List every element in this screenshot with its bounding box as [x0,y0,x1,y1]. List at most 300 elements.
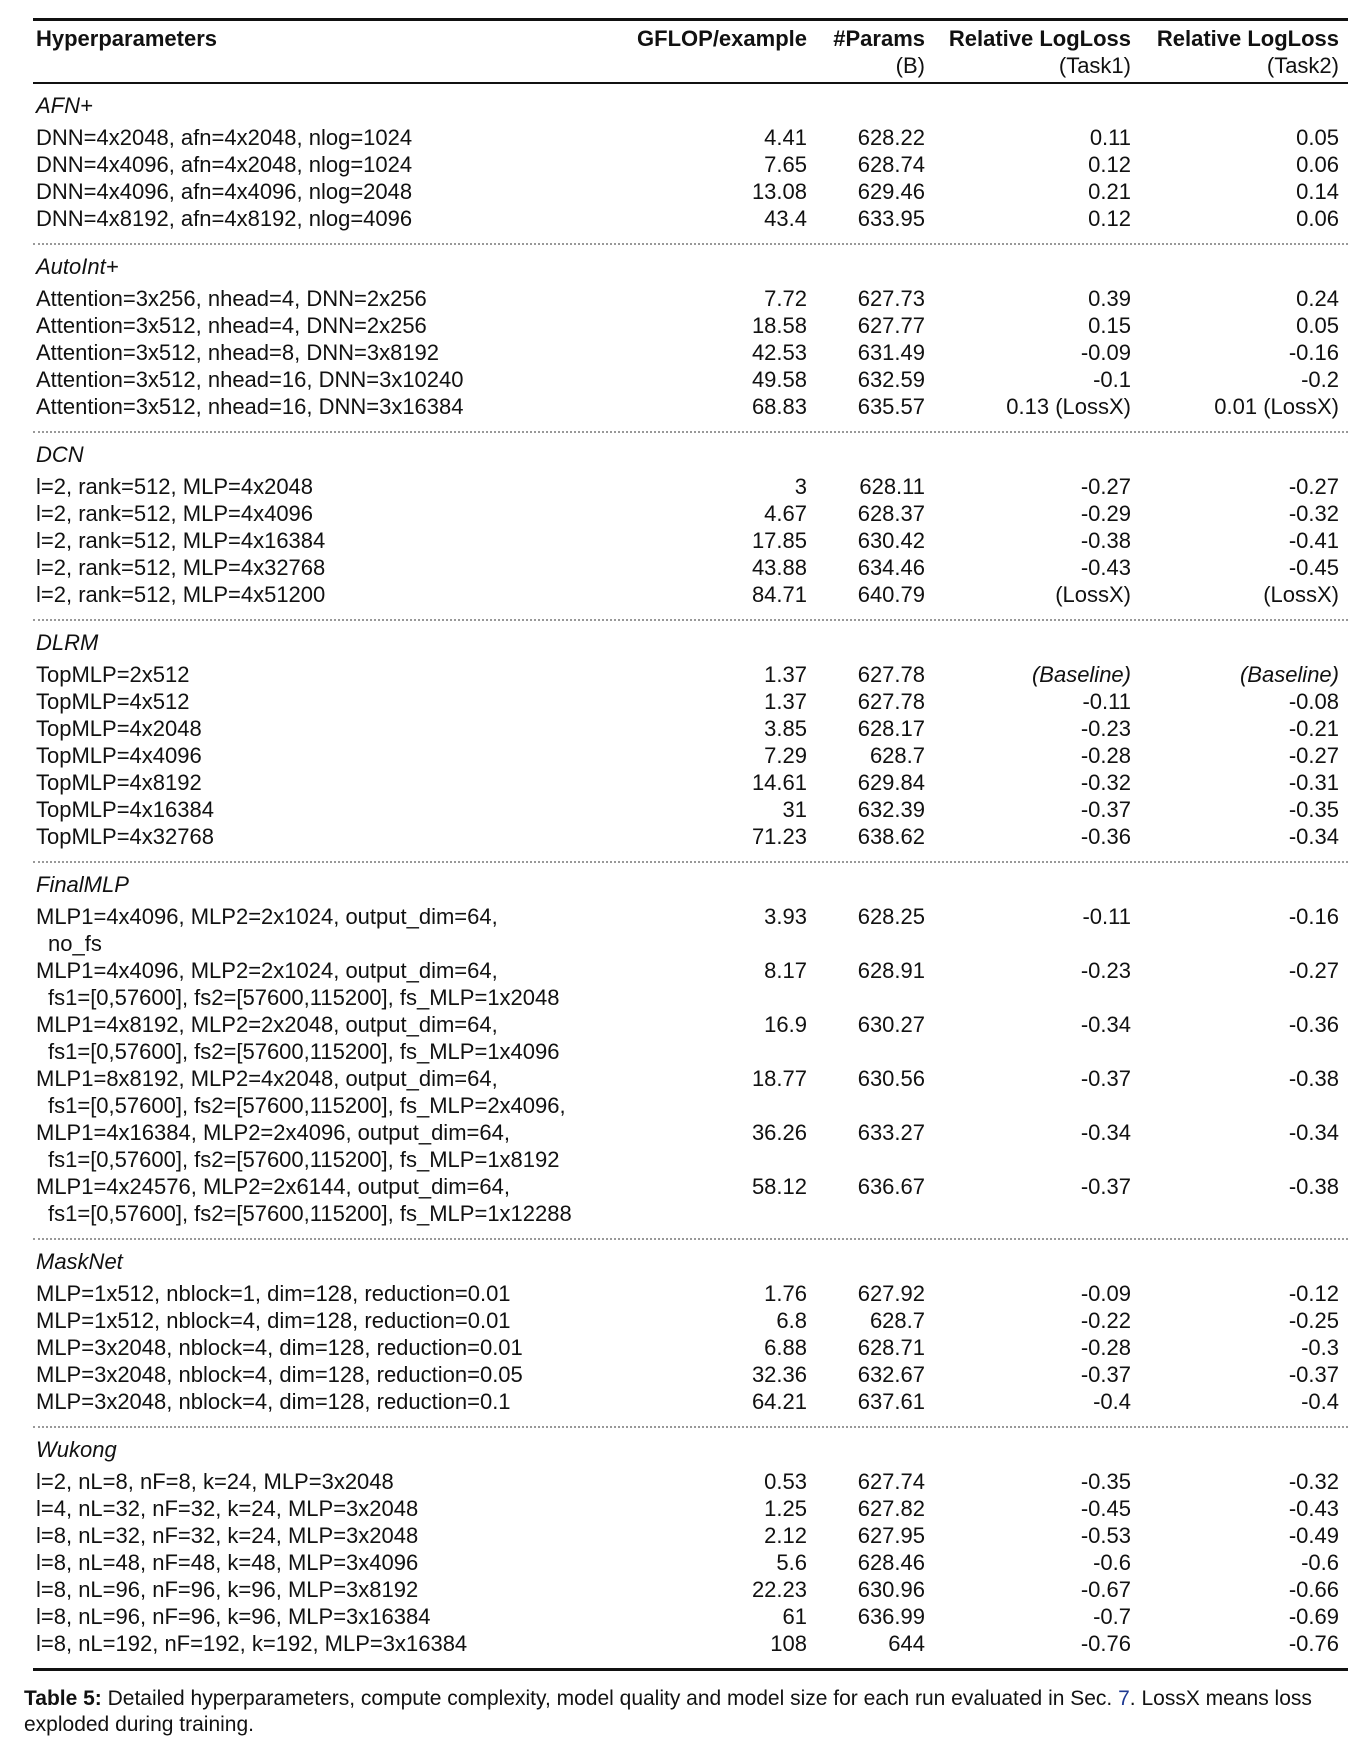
task2-logloss-cell: -0.25 [1288,1308,1339,1333]
table-row [33,1280,1348,1307]
hyperparameters-cell [33,1630,627,1657]
task1-logloss-cell: 0.21 [1088,179,1131,204]
table-row [33,1173,1348,1227]
task1-logloss-cell: -0.1 [1093,367,1131,392]
task2-logloss-cell: -0.32 [1288,1469,1339,1494]
hyperparameters-line: MLP=3x2048, nblock=4, dim=128, reduction=0.1 [36,1389,511,1414]
params-cell: 631.49 [857,340,925,365]
table-row [33,796,1348,823]
hyperparameters-cell [33,903,627,957]
task1-logloss-cell: -0.53 [1080,1523,1131,1548]
params-cell: 632.67 [857,1362,925,1387]
gflop-cell: 7.29 [764,743,807,768]
task2-logloss-cell: -0.76 [1288,1631,1339,1656]
table-row [33,823,1348,850]
task2-logloss-cell: -0.31 [1288,770,1339,795]
gflop-cell: 22.23 [751,1577,807,1602]
gflop-cell: 84.71 [751,582,807,607]
table-row [33,661,1348,688]
table-row [33,1065,1348,1119]
hyperparameters-line: TopMLP=4x2048 [36,716,202,741]
model-section [33,1428,1348,1671]
params-cell: 632.39 [857,797,925,822]
task2-logloss-cell: -0.4 [1301,1389,1339,1414]
task1-logloss-cell: -0.09 [1080,340,1131,365]
task2-logloss-cell: (Baseline) [1239,662,1339,687]
gflop-cell: 0.53 [764,1469,807,1494]
hyperparameters-line: fs1=[0,57600], fs2=[57600,115200], fs_MLP=1x2048 [48,985,560,1010]
table-row [33,205,1348,232]
gflop-cell: 49.58 [751,367,807,392]
params-cell: 628.7 [869,1308,925,1333]
task1-logloss-cell: -0.7 [1093,1604,1131,1629]
table-header [33,21,1348,84]
task1-logloss-cell: -0.28 [1080,743,1131,768]
hyperparameters-cell [33,1495,627,1522]
gflop-cell: 16.9 [764,1012,807,1037]
hyperparameters-cell [33,473,627,500]
hyperparameters-line: l=8, nL=192, nF=192, k=192, MLP=3x16384 [36,1631,468,1656]
task2-logloss-cell: -0.35 [1288,797,1339,822]
hyperparameters-line: DNN=4x2048, afn=4x2048, nlog=1024 [36,125,413,150]
task2-logloss-cell: -0.34 [1288,824,1339,849]
header-params-label: #Params [833,26,925,51]
gflop-cell: 61 [782,1604,807,1629]
hyperparameters-cell [33,1576,627,1603]
task2-logloss-cell: 0.01 (LossX) [1214,394,1339,419]
section-label: AutoInt+ [36,254,119,279]
gflop-cell: 43.88 [751,555,807,580]
gflop-cell: 3 [794,474,807,499]
task2-logloss-cell: -0.43 [1288,1496,1339,1521]
task1-logloss-cell: -0.37 [1080,1174,1131,1199]
params-cell: 636.99 [857,1604,925,1629]
hyperparameters-cell [33,1307,627,1334]
table-row [33,1334,1348,1361]
header-task1-sub: (Task1) [1058,53,1131,78]
task2-logloss-cell: -0.27 [1288,474,1339,499]
hyperparameters-line: fs1=[0,57600], fs2=[57600,115200], fs_MLP=1x8192 [48,1147,560,1172]
task2-logloss-cell: 0.06 [1296,206,1339,231]
table-row [33,1468,1348,1495]
hyperparameters-cell [33,1280,627,1307]
task2-logloss-cell: -0.41 [1288,528,1339,553]
table-row [33,957,1348,1011]
hyperparameters-cell [33,715,627,742]
hyperparameters-line: DNN=4x4096, afn=4x4096, nlog=2048 [36,179,413,204]
hyperparameters-cell [33,500,627,527]
task1-logloss-cell: -0.37 [1080,1362,1131,1387]
params-cell: 633.95 [857,206,925,231]
table-row [33,1307,1348,1334]
task2-logloss-cell: -0.16 [1288,340,1339,365]
gflop-cell: 4.41 [764,125,807,150]
section-label: MaskNet [36,1249,123,1274]
gflop-cell: 3.85 [764,716,807,741]
hyperparameters-line: MLP1=4x8192, MLP2=2x2048, output_dim=64, [36,1012,498,1037]
params-cell: 634.46 [857,555,925,580]
section-label: FinalMLP [36,872,129,897]
header-task2-sub: (Task2) [1266,53,1339,78]
hyperparameters-cell [33,1468,627,1495]
header-task2-label: Relative LogLoss [1156,26,1339,51]
table-body [33,84,1348,1671]
table-row [33,1576,1348,1603]
task1-logloss-cell: -0.11 [1082,904,1131,929]
hyperparameters-line: l=8, nL=96, nF=96, k=96, MLP=3x16384 [36,1604,431,1629]
task2-logloss-cell: 0.14 [1296,179,1339,204]
gflop-cell: 36.26 [751,1120,807,1145]
table-row [33,903,1348,957]
task1-logloss-cell: -0.27 [1080,474,1131,499]
task2-logloss-cell: -0.49 [1288,1523,1339,1548]
table-row [33,285,1348,312]
table-row [33,1549,1348,1576]
table-row [33,554,1348,581]
params-cell: 627.77 [857,313,925,338]
hyperparameters-line: fs1=[0,57600], fs2=[57600,115200], fs_MLP=2x4096, [48,1093,566,1118]
hyperparameters-cell [33,151,627,178]
params-cell: 630.96 [857,1577,925,1602]
task1-logloss-cell: -0.45 [1080,1496,1131,1521]
hyperparameters-line: l=8, nL=32, nF=32, k=24, MLP=3x2048 [36,1523,419,1548]
task2-logloss-cell: -0.3 [1301,1335,1339,1360]
table-row [33,151,1348,178]
task2-logloss-cell: -0.38 [1288,1174,1339,1199]
params-cell: 632.59 [857,367,925,392]
hyperparameters-line: TopMLP=4x4096 [36,743,202,768]
gflop-cell: 1.25 [764,1496,807,1521]
params-cell: 627.78 [857,689,925,714]
hyperparameters-line: l=8, nL=48, nF=48, k=48, MLP=3x4096 [36,1550,419,1575]
hyperparameters-line: Attention=3x512, nhead=16, DNN=3x10240 [36,367,464,392]
hyperparameters-line: MLP=3x2048, nblock=4, dim=128, reduction=0.01 [36,1335,523,1360]
table-row [33,581,1348,608]
task1-logloss-cell: -0.67 [1080,1577,1131,1602]
gflop-cell: 18.58 [751,313,807,338]
model-section [33,84,1348,245]
hyperparameters-line: MLP1=8x8192, MLP2=4x2048, output_dim=64, [36,1066,498,1091]
hyperparameters-cell [33,312,627,339]
task1-logloss-cell: -0.36 [1080,824,1131,849]
hyperparameters-line: TopMLP=4x8192 [36,770,202,795]
hyperparameters-line: MLP=3x2048, nblock=4, dim=128, reduction=0.05 [36,1362,523,1387]
task2-logloss-cell: 0.24 [1296,286,1339,311]
params-cell: 628.37 [857,501,925,526]
model-section [33,433,1348,621]
task1-logloss-cell: -0.32 [1080,770,1131,795]
task2-logloss-cell: -0.69 [1288,1604,1339,1629]
caption-label: Table 5: [24,1687,102,1710]
caption-text-end: . LossX means loss exploded during training. [24,1687,1312,1736]
section-label: DCN [36,442,84,467]
task1-logloss-cell: -0.35 [1080,1469,1131,1494]
hyperparameters-line: l=2, rank=512, MLP=4x16384 [36,528,326,553]
header-task2 [1131,25,1348,79]
section-ref-link[interactable]: 7 [1118,1687,1130,1710]
params-cell: 627.74 [857,1469,925,1494]
table-row [33,1388,1348,1415]
gflop-cell: 13.08 [751,179,807,204]
task1-logloss-cell: -0.34 [1080,1120,1131,1145]
task1-logloss-cell: -0.11 [1082,689,1131,714]
hyperparameters-cell [33,1173,627,1227]
hyperparameters-cell [33,1334,627,1361]
task1-logloss-cell: -0.4 [1093,1389,1131,1414]
gflop-cell: 7.65 [764,152,807,177]
params-cell: 629.46 [857,179,925,204]
params-cell: 628.7 [869,743,925,768]
hyperparameters-line: l=8, nL=96, nF=96, k=96, MLP=3x8192 [36,1577,419,1602]
hyperparameters-cell [33,742,627,769]
params-cell: 637.61 [857,1389,925,1414]
task1-logloss-cell: -0.76 [1080,1631,1131,1656]
task2-logloss-cell: -0.27 [1288,743,1339,768]
hyperparameters-cell [33,178,627,205]
task2-logloss-cell: -0.16 [1288,904,1339,929]
task2-logloss-cell: 0.05 [1296,313,1339,338]
hyperparameters-line: Attention=3x512, nhead=16, DNN=3x16384 [36,394,464,419]
task1-logloss-cell: -0.28 [1080,1335,1131,1360]
task1-logloss-cell: -0.23 [1080,958,1131,983]
table-row [33,688,1348,715]
gflop-cell: 1.76 [764,1281,807,1306]
params-cell: 628.11 [859,474,925,499]
gflop-cell: 43.4 [764,206,807,231]
hyperparameters-cell [33,1361,627,1388]
gflop-cell: 17.85 [751,528,807,553]
hyperparameters-line: DNN=4x4096, afn=4x2048, nlog=1024 [36,152,413,177]
hyperparameters-cell [33,1388,627,1415]
gflop-cell: 6.8 [776,1308,807,1333]
gflop-cell: 42.53 [751,340,807,365]
hyperparameters-line: TopMLP=4x16384 [36,797,214,822]
hyperparameters-line: TopMLP=2x512 [36,662,190,687]
params-cell: 627.78 [857,662,925,687]
gflop-cell: 108 [770,1631,807,1656]
task1-logloss-cell: -0.37 [1080,797,1131,822]
params-cell: 628.22 [857,125,925,150]
hyperparameters-cell [33,1011,627,1065]
gflop-cell: 18.77 [751,1066,807,1091]
task1-logloss-cell: -0.43 [1080,555,1131,580]
hyperparameters-cell [33,1549,627,1576]
hyperparameters-line: l=2, rank=512, MLP=4x2048 [36,474,314,499]
hyperparameters-cell [33,769,627,796]
task2-logloss-cell: -0.12 [1288,1281,1339,1306]
hyperparameters-line: l=4, nL=32, nF=32, k=24, MLP=3x2048 [36,1496,419,1521]
model-section [33,245,1348,433]
params-cell: 627.95 [857,1523,925,1548]
params-cell: 630.42 [857,528,925,553]
hyperparameters-cell [33,688,627,715]
hyperparameters-cell [33,1119,627,1173]
task1-logloss-cell: -0.22 [1080,1308,1131,1333]
hyperparameters-cell [33,796,627,823]
header-task1-label: Relative LogLoss [948,26,1131,51]
task1-logloss-cell: (LossX) [1055,582,1131,607]
params-cell: 636.67 [857,1174,925,1199]
hyperparameters-cell [33,393,627,420]
task2-logloss-cell: -0.21 [1288,716,1339,741]
hyperparameters-line: l=2, rank=512, MLP=4x4096 [36,501,314,526]
gflop-cell: 14.61 [751,770,807,795]
gflop-cell: 58.12 [751,1174,807,1199]
table-row [33,527,1348,554]
task2-logloss-cell: -0.08 [1288,689,1339,714]
table-row [33,312,1348,339]
params-cell: 627.92 [857,1281,925,1306]
gflop-cell: 71.23 [751,824,807,849]
gflop-cell: 1.37 [764,662,807,687]
task1-logloss-cell: -0.37 [1080,1066,1131,1091]
gflop-cell: 7.72 [764,286,807,311]
params-cell: 628.25 [857,904,925,929]
hyperparameters-cell [33,957,627,1011]
hyperparameter-table [33,18,1348,1671]
gflop-cell: 64.21 [751,1389,807,1414]
hyperparameters-line: fs1=[0,57600], fs2=[57600,115200], fs_MLP=1x4096 [48,1039,560,1064]
params-cell: 630.27 [857,1012,925,1037]
params-cell: 640.79 [857,582,925,607]
params-cell: 627.73 [857,286,925,311]
task2-logloss-cell: -0.6 [1301,1550,1339,1575]
task2-logloss-cell: (LossX) [1263,582,1339,607]
hyperparameters-line: TopMLP=4x512 [36,689,190,714]
task1-logloss-cell: -0.29 [1080,501,1131,526]
hyperparameters-line: MLP=1x512, nblock=1, dim=128, reduction=0.01 [36,1281,511,1306]
task1-logloss-cell: -0.34 [1080,1012,1131,1037]
table-caption [24,1686,1349,1738]
task1-logloss-cell: 0.13 (LossX) [1006,394,1131,419]
hyperparameters-cell [33,124,627,151]
header-task1 [925,25,1131,79]
gflop-cell: 6.88 [764,1335,807,1360]
header-hyperparameters: Hyperparameters [36,26,217,51]
task2-logloss-cell: 0.06 [1296,152,1339,177]
table-row [33,178,1348,205]
section-label: DLRM [36,630,99,655]
section-label: Wukong [36,1437,117,1462]
table-row [33,124,1348,151]
table-row [33,1630,1348,1657]
table-row [33,742,1348,769]
hyperparameters-line: MLP1=4x24576, MLP2=2x6144, output_dim=64, [36,1174,510,1199]
gflop-cell: 5.6 [776,1550,807,1575]
hyperparameters-cell [33,285,627,312]
hyperparameters-line: Attention=3x256, nhead=4, DNN=2x256 [36,286,427,311]
header-params [807,25,925,79]
section-label: AFN+ [36,93,93,118]
header-params-unit: (B) [895,53,925,78]
table-row [33,393,1348,420]
model-section [33,621,1348,863]
params-cell: 644 [888,1631,925,1656]
task1-logloss-cell: -0.09 [1080,1281,1131,1306]
gflop-cell: 4.67 [764,501,807,526]
table-row [33,1522,1348,1549]
task1-logloss-cell: -0.38 [1080,528,1131,553]
hyperparameters-line: no_fs [48,931,102,956]
gflop-cell: 31 [782,797,807,822]
task2-logloss-cell: -0.37 [1288,1362,1339,1387]
hyperparameters-cell [33,661,627,688]
table-row [33,339,1348,366]
model-section [33,863,1348,1240]
hyperparameters-cell [33,581,627,608]
params-cell: 635.57 [857,394,925,419]
gflop-cell: 3.93 [764,904,807,929]
hyperparameters-line: MLP=1x512, nblock=4, dim=128, reduction=0.01 [36,1308,511,1333]
gflop-cell: 8.17 [764,958,807,983]
table-row [33,1361,1348,1388]
task1-logloss-cell: 0.12 [1088,152,1131,177]
task2-logloss-cell: -0.2 [1301,367,1339,392]
task2-logloss-cell: 0.05 [1296,125,1339,150]
task2-logloss-cell: -0.27 [1288,958,1339,983]
params-cell: 627.82 [857,1496,925,1521]
hyperparameters-line: fs1=[0,57600], fs2=[57600,115200], fs_MLP=1x12288 [48,1201,572,1226]
table-row [33,366,1348,393]
hyperparameters-cell [33,527,627,554]
task1-logloss-cell: 0.11 [1089,125,1131,150]
gflop-cell: 68.83 [751,394,807,419]
hyperparameters-cell [33,823,627,850]
gflop-cell: 2.12 [764,1523,807,1548]
params-cell: 628.91 [857,958,925,983]
task2-logloss-cell: -0.36 [1288,1012,1339,1037]
hyperparameters-line: Attention=3x512, nhead=8, DNN=3x8192 [36,340,440,365]
params-cell: 630.56 [857,1066,925,1091]
table-row [33,1119,1348,1173]
task1-logloss-cell: -0.6 [1093,1550,1131,1575]
task2-logloss-cell: -0.38 [1288,1066,1339,1091]
hyperparameters-cell [33,1065,627,1119]
params-cell: 628.71 [857,1335,925,1360]
task1-logloss-cell: -0.23 [1080,716,1131,741]
hyperparameters-cell [33,339,627,366]
task1-logloss-cell: (Baseline) [1031,662,1131,687]
task2-logloss-cell: -0.66 [1288,1577,1339,1602]
task2-logloss-cell: -0.45 [1288,555,1339,580]
hyperparameters-cell [33,1522,627,1549]
hyperparameters-line: MLP1=4x4096, MLP2=2x1024, output_dim=64, [36,958,498,983]
model-section [33,1240,1348,1428]
hyperparameters-line: MLP1=4x16384, MLP2=2x4096, output_dim=64, [36,1120,510,1145]
hyperparameters-line: l=2, nL=8, nF=8, k=24, MLP=3x2048 [36,1469,394,1494]
hyperparameters-cell [33,366,627,393]
table-row [33,715,1348,742]
params-cell: 629.84 [857,770,925,795]
gflop-cell: 1.37 [764,689,807,714]
hyperparameters-cell [33,205,627,232]
gflop-cell: 32.36 [751,1362,807,1387]
params-cell: 628.74 [857,152,925,177]
task2-logloss-cell: -0.32 [1288,501,1339,526]
table-row [33,500,1348,527]
hyperparameters-line: l=2, rank=512, MLP=4x32768 [36,555,326,580]
table-row [33,769,1348,796]
task1-logloss-cell: 0.12 [1088,206,1131,231]
params-cell: 638.62 [857,824,925,849]
task1-logloss-cell: 0.15 [1088,313,1131,338]
hyperparameters-cell [33,554,627,581]
caption-text: Detailed hyperparameters, compute complexity, model quality and model size for each run evaluated in Sec. [101,1687,1119,1710]
hyperparameters-line: DNN=4x8192, afn=4x8192, nlog=4096 [36,206,413,231]
table-row [33,1495,1348,1522]
hyperparameters-line: MLP1=4x4096, MLP2=2x1024, output_dim=64, [36,904,498,929]
table-row [33,1603,1348,1630]
